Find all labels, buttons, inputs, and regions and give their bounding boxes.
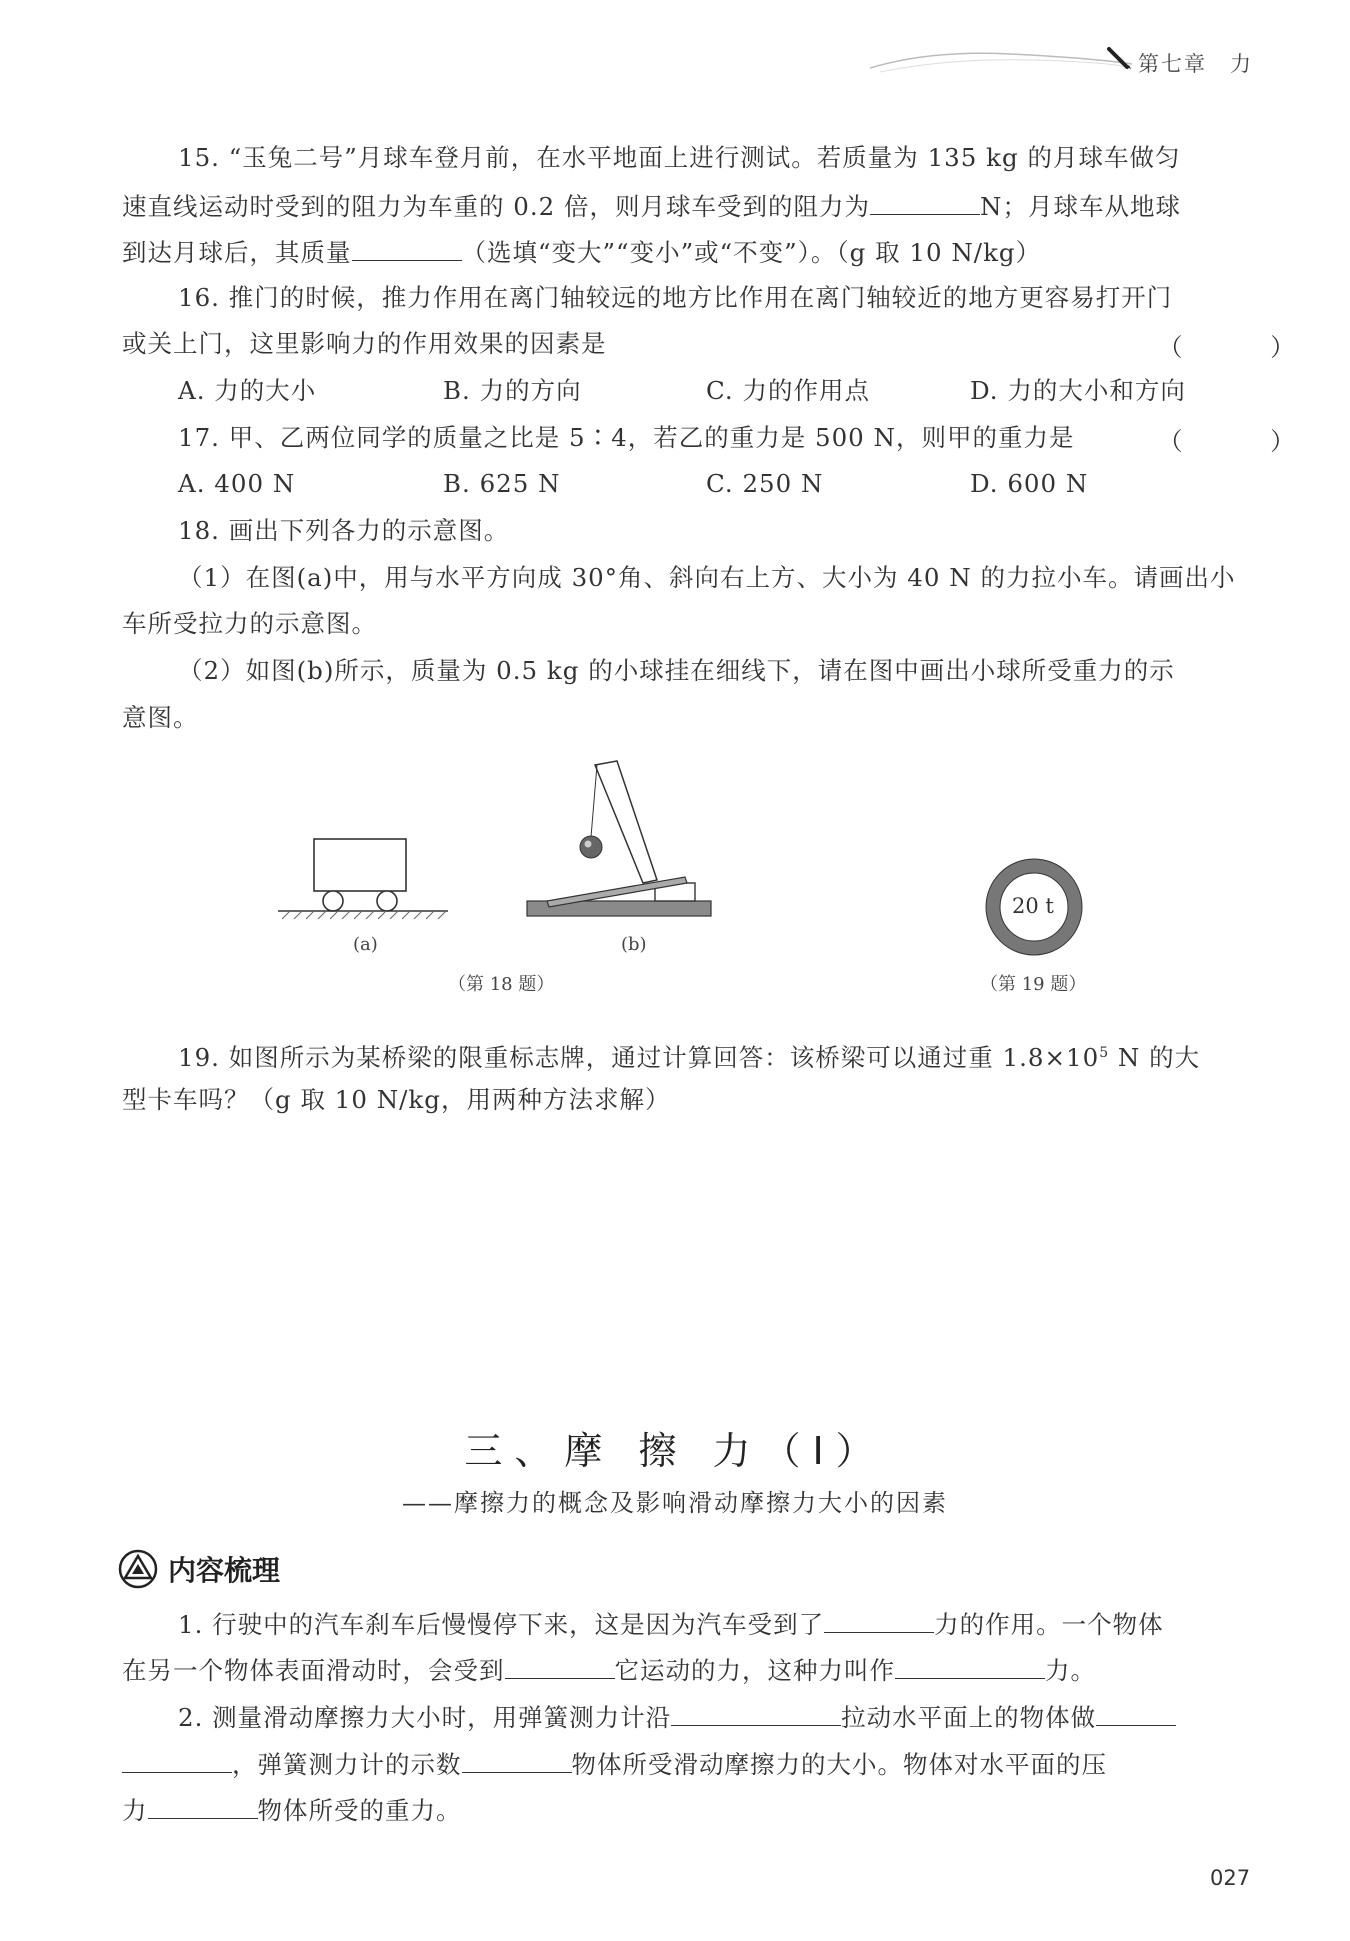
q15-line-1: 15. “玉兔二号”月球车登月前，在水平地面上进行测试。若质量为 135 kg 的月球车做匀 — [178, 143, 1181, 172]
section-title: 三、摩 擦 力（Ⅰ） — [464, 1429, 886, 1473]
triangle-logo-icon — [118, 1549, 158, 1589]
q16-answer-paren[interactable]: （ ） — [1158, 333, 1335, 362]
review-label: 内容梳理 — [168, 1554, 281, 1587]
pen-icon — [1105, 45, 1133, 73]
answer-blank[interactable] — [1096, 1701, 1176, 1726]
q18-line-3: 车所受拉力的示意图。 — [122, 609, 377, 638]
q15-line-2: 速直线运动时受到的阻力为车重的 0.2 倍，则月球车受到的阻力为 N；月球车从地球 — [122, 192, 1181, 221]
q16-option-d: D. 力的大小和方向 — [970, 376, 1186, 405]
answer-blank[interactable] — [148, 1794, 258, 1819]
q19-line-1: 19. 如图所示为某桥梁的限重标志牌，通过计算回答：该桥梁可以通过重 $1.8\times 10^5$ N 的大 — [178, 1043, 1201, 1073]
q15-line-3: 到达月球后，其质量 （选填“变大”“变小”或“不变”）。（g 取 10 N/kg） — [122, 238, 1042, 267]
q16-option-b: B. 力的方向 — [443, 376, 582, 405]
section-subtitle: ——摩擦力的概念及影响滑动摩擦力大小的因素 — [402, 1489, 948, 1517]
q18-line-4: （2）如图(b)所示，质量为 0.5 kg 的小球挂在细线下，请在图中画出小球所受重力的示 — [178, 656, 1175, 685]
header-decoration — [870, 40, 1140, 80]
answer-blank[interactable] — [824, 1608, 934, 1633]
figure-a-label: (a) — [353, 934, 378, 955]
q17-line-1: 17. 甲、乙两位同学的质量之比是 5∶4，若乙的重力是 500 N，则甲的重力是 — [178, 423, 1075, 452]
figure-19-caption: （第 19 题） — [980, 974, 1087, 995]
r2-line-3: 力 物体所受的重力。 — [122, 1796, 462, 1825]
q17-option-a: A. 400 N — [178, 469, 296, 498]
r2-line-2: ，弹簧测力计的示数 物体所受滑动摩擦力的大小。物体对水平面的压 — [122, 1748, 1242, 1780]
content-review-heading — [118, 1547, 280, 1591]
q16-line-2: 或关上门，这里影响力的作用效果的因素是 — [122, 329, 607, 358]
q17-option-b: B. 625 N — [443, 469, 561, 498]
answer-blank[interactable] — [895, 1654, 1045, 1679]
r1-line-2: 在另一个物体表面滑动时，会受到 它运动的力，这种力叫作 力。 — [122, 1656, 1096, 1685]
page-number: 027 — [1210, 1866, 1251, 1890]
r2-line-1: 2. 测量滑动摩擦力大小时，用弹簧测力计沿 拉动水平面上的物体做 — [178, 1701, 1298, 1733]
figure-b-label: (b) — [621, 934, 647, 955]
q19-line-2: 型卡车吗？（g 取 10 N/kg，用两种方法求解） — [122, 1085, 671, 1114]
figure-b-incline — [525, 755, 715, 920]
weight-limit-text: 20 t — [1012, 894, 1054, 918]
q18-line-2: （1）在图(a)中，用与水平方向成 30°角、斜向右上方、大小为 40 N 的力拉小车。请画出小 — [178, 563, 1236, 592]
answer-blank[interactable] — [870, 190, 980, 215]
figure-18-caption: （第 18 题） — [448, 974, 555, 995]
answer-blank[interactable] — [462, 1748, 572, 1773]
q17-option-d: D. 600 N — [970, 469, 1089, 498]
q16-line-1: 16. 推门的时候，推力作用在离门轴较远的地方比作用在离门轴较近的地方更容易打开门 — [178, 283, 1173, 312]
figure-a-cart — [278, 825, 448, 925]
answer-blank[interactable] — [505, 1654, 615, 1679]
q17-answer-paren[interactable]: （ ） — [1158, 427, 1335, 456]
q18-line-5: 意图。 — [122, 703, 199, 732]
answer-blank[interactable] — [122, 1748, 232, 1773]
answer-blank[interactable] — [352, 236, 462, 261]
q17-option-c: C. 250 N — [706, 469, 824, 498]
q18-line-1: 18. 画出下列各力的示意图。 — [178, 516, 510, 545]
q16-option-a: A. 力的大小 — [178, 376, 317, 405]
q16-option-c: C. 力的作用点 — [706, 376, 870, 405]
r1-line-1: 1. 行驶中的汽车刹车后慢慢停下来，这是因为汽车受到了 力的作用。一个物体 — [178, 1610, 1164, 1639]
answer-blank[interactable] — [671, 1701, 841, 1726]
chapter-title: 第七章 力 — [1138, 52, 1253, 76]
